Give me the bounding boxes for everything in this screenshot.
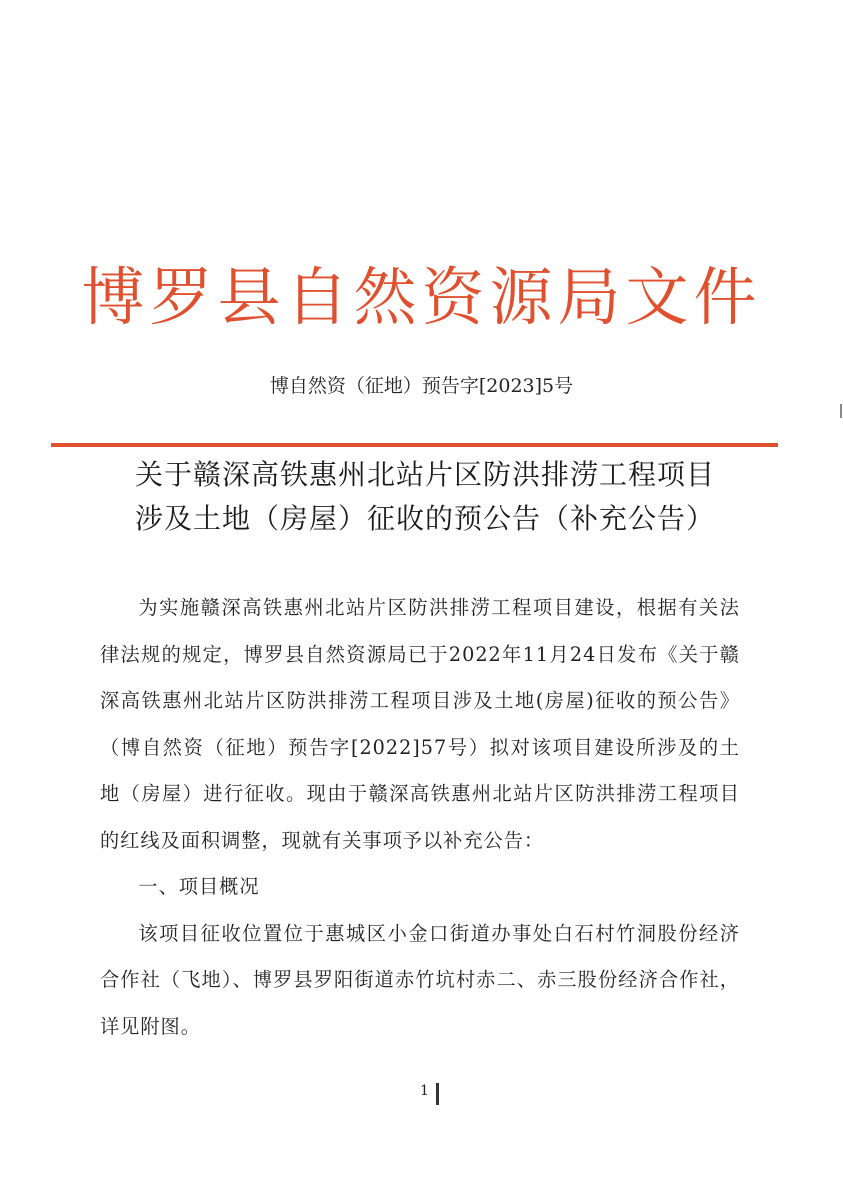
notice-title	[90, 453, 760, 541]
body-paragraph-1: 为实施赣深高铁惠州北站片区防洪排涝工程项目建设，根据有关法律法规的规定，博罗县自然资源局已于2022年11月24日发布《关于赣深高铁惠州北站片区防洪排涝工程项目涉及土地(房屋)征收的预公告》（博自然资（征地）预告字[2022]57号）拟对该项目建设所涉及的土地（房屋）进行征收。现由于赣深高铁惠州北站片区防洪排涝工程项目的红线及面积调整，现就有关事项予以补充公告：	[100, 596, 740, 852]
notice-title-line-2: 涉及土地（房屋）征收的预公告（补充公告）	[134, 502, 715, 535]
document-number: 博自然资（征地）预告字[2023]5号	[269, 375, 574, 397]
page-number: 1	[420, 1083, 429, 1099]
notice-title-line-1: 关于赣深高铁惠州北站片区防洪排涝工程项目	[134, 458, 715, 491]
page-number-bar	[436, 1083, 439, 1105]
document-body	[100, 585, 740, 1050]
red-divider-line	[51, 443, 778, 447]
body-paragraph-2: 该项目征收位置位于惠城区小金口街道办事处白石村竹洞股份经济合作社（飞地）、博罗县罗阳街道赤竹坑村赤二、赤三股份经济合作社，详见附图。	[100, 921, 740, 1038]
section-heading-project-overview: 一、项目概况	[138, 875, 260, 898]
issuing-authority-title: 博罗县自然资源局文件	[81, 261, 762, 334]
scan-edge-mark	[840, 404, 842, 418]
